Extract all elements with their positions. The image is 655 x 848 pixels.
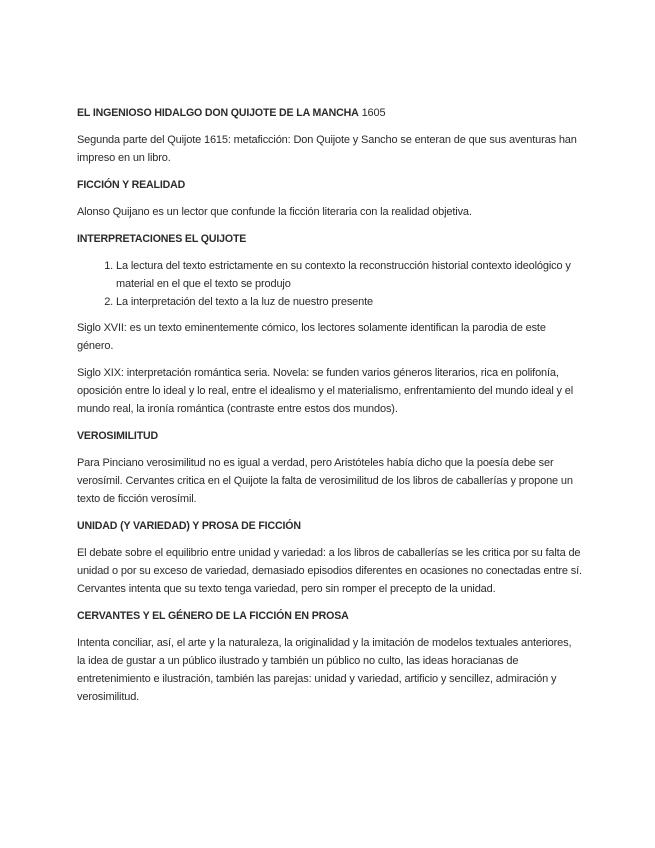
paragraph-segunda-parte: Segunda parte del Quijote 1615: metaficción: Don Quijote y Sancho se enteran de que sus aventuras han impreso en un libro. [77,134,577,164]
heading-ficcion-realidad: FICCIÓN Y REALIDAD [77,179,186,191]
paragraph-alonso: Alonso Quijano es un lector que confunde la ficción literaria con la realidad objetiva. [77,206,472,218]
title-year: 1605 [361,107,386,119]
title-text: EL INGENIOSO HIDALGO DON QUIJOTE DE LA MANCHA [77,107,359,119]
paragraph-pinciano: Para Pinciano verosimilitud no es igual a verdad, pero Aristóteles había dicho que la poesía debe ser verosímil. Cervantes critica en el Quijote la falta de verosimilitud de los libros de caballerías y propone un texto de ficción verosímil. [77,457,573,505]
paragraph-conciliar: Intenta conciliar, así, el arte y la naturaleza, la originalidad y la imitación de modelos textuales anteriores, la idea de gustar a un público ilustrado y también un público no culto, las ideas horacianas de entretenimiento e ilustración, también las parejas: unidad y variedad, artificio y sencillez, admiración y verosimilitud. [77,637,572,703]
heading-interpretaciones: INTERPRETACIONES EL QUIJOTE [77,233,247,245]
document-page [77,104,582,715]
paragraph-debate: El debate sobre el equilibrio entre unidad y variedad: a los libros de caballerías se les critica por su falta de unidad o por su exceso de variedad, demasiado episodios diferentes en ocasiones no conectadas entre sí. Cervantes intenta que su texto tenga variedad, pero sin romper el precepto de la unidad. [77,547,582,595]
interpretaciones-list [77,257,582,311]
document-title [77,104,582,122]
list-item: 1. La lectura del texto estrictamente en su contexto la reconstrucción historial contexto ideológico y material en el que el texto se produjo [116,257,582,293]
list-item: 2. La interpretación del texto a la luz de nuestro presente [116,293,582,311]
paragraph-siglo-xix: Siglo XIX: interpretación romántica seria. Novela: se funden varios géneros literarios, rica en polifonía, oposición entre lo ideal y lo real, entre el idealismo y el materialismo, enfrentamiento del mundo ideal y el mundo real, la ironía romántica (contraste entre estos dos mundos). [77,367,574,415]
heading-cervantes: CERVANTES Y EL GÉNERO DE LA FICCIÓN EN PROSA [77,610,349,622]
heading-verosimilitud: VEROSIMILITUD [77,430,159,442]
paragraph-siglo-xvii: Siglo XVII: es un texto eminentemente cómico, los lectores solamente identifican la parodia de este género. [77,322,546,352]
heading-unidad: UNIDAD (Y VARIEDAD) Y PROSA DE FICCIÓN [77,520,301,532]
